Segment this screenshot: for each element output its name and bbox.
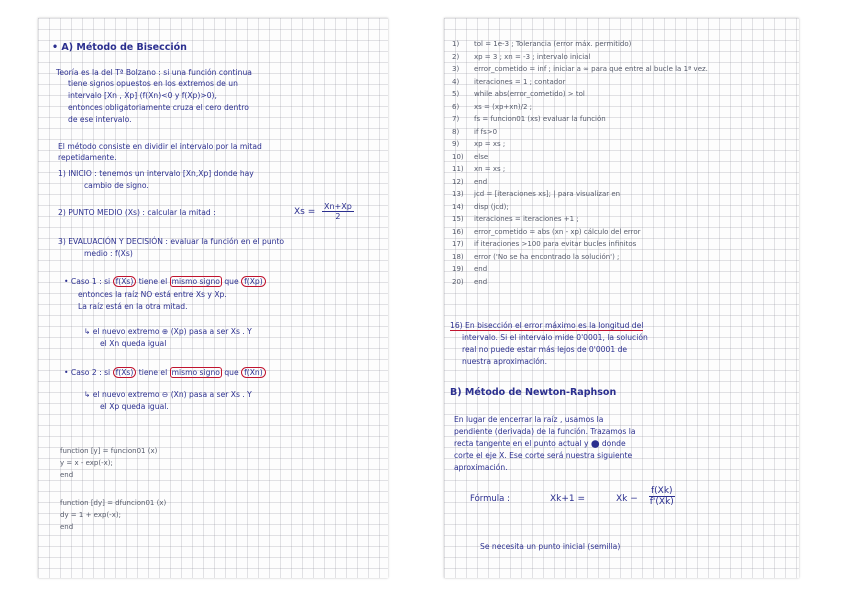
- formula-lhs: Xk+1 =: [550, 494, 586, 504]
- code-line-text: jcd = [iteraciones xs]; | para visualizar en: [474, 190, 621, 198]
- code-line: function [dy] = dfuncion01 (x): [60, 499, 167, 507]
- code-line-number: 15): [452, 215, 464, 223]
- code-line: y = x - exp(-x);: [60, 459, 113, 467]
- step3-line: 3) EVALUACIÓN Y DECISIÓN : evaluar la función en el punto: [58, 237, 285, 246]
- case2-fxs: f(Xs): [113, 367, 137, 378]
- case1-arrow-line: el Xn queda igual: [100, 339, 167, 348]
- code-line-text: xn = xs ;: [474, 165, 506, 173]
- case1-line2: entonces la raíz NO está entre Xs y Xp.: [78, 290, 227, 299]
- newton-fraction: [649, 486, 675, 507]
- code-line-text: if fs>0: [474, 127, 498, 136]
- code-line-text: xp = xs ;: [474, 140, 506, 148]
- code-line-number: 5): [452, 90, 460, 98]
- fraction-denominator: f'(Xk): [649, 497, 674, 507]
- case1-line: [64, 277, 266, 286]
- intro-line: entonces obligatoriamente cruza el cero dentro: [68, 103, 249, 112]
- case1-mid: tiene el: [138, 277, 168, 286]
- method-line: El método consiste en dividir el intervalo por la mitad: [58, 142, 262, 151]
- case2-arrow-line: ↳ el nuevo extremo ⊖ (Xn) pasa a ser Xs . Y: [84, 390, 252, 399]
- case2-label: • Caso 2 : si: [64, 368, 111, 377]
- newton-line: En lugar de encerrar la raíz , usamos la: [454, 415, 604, 424]
- code-line: end: [60, 471, 74, 479]
- code-line: dy = 1 + exp(-x);: [60, 511, 121, 519]
- code-line-text: error_cometido = abs (xn - xp) cálculo del error: [474, 227, 641, 236]
- case1-same-sign: mismo signo: [171, 277, 220, 286]
- intro-line: de ese intervalo.: [68, 115, 132, 124]
- step2-lhs: Xs =: [294, 207, 316, 217]
- code-line-text: end: [474, 277, 488, 286]
- case2-line: [64, 368, 266, 377]
- fraction-numerator: Xn+Xp: [324, 202, 352, 211]
- midpoint-fraction: [322, 202, 354, 221]
- code-line-number: 19): [452, 265, 464, 273]
- note-line: real no puede estar más lejos de 0'0001 de: [462, 345, 628, 354]
- case1-fxp: f(Xp): [241, 276, 266, 287]
- code-line: function [y] = funcion01 (x): [60, 447, 158, 455]
- formula-label: Fórmula :: [470, 494, 510, 504]
- code-line-number: 13): [452, 190, 464, 198]
- intro-line: intervalo [Xn , Xp] (f(Xn)<0 y f(Xp)>0),: [68, 91, 217, 100]
- formula-xk: Xk −: [616, 494, 638, 504]
- notebook-page-left: [38, 18, 388, 578]
- fraction-numerator: f(Xk): [651, 486, 673, 496]
- step2-label: 2) PUNTO MEDIO (Xs) : calcular la mitad :: [58, 208, 216, 217]
- code-line-text: else: [474, 152, 489, 161]
- case1-line3: La raíz está en la otra mitad.: [78, 302, 188, 311]
- code-line-number: 8): [452, 127, 460, 136]
- newton-heading: B) Método de Newton-Raphson: [450, 387, 617, 398]
- code-line-number: 11): [452, 165, 464, 173]
- fraction-denominator: 2: [335, 212, 341, 221]
- intro-line: tiene signos opuestos en los extremos de un: [68, 79, 238, 88]
- code-line-number: 17): [452, 240, 464, 248]
- notebook-page-right: [444, 18, 799, 578]
- case2-same-sign: mismo signo: [171, 368, 220, 377]
- intro-line: Teoría es la del Tª Bolzano : si una función continua: [56, 68, 252, 77]
- step1-line: cambio de signo.: [84, 181, 149, 190]
- code-line-text: while abs(error_cometido) > tol: [474, 90, 585, 98]
- note-line: nuestra aproximación.: [462, 357, 548, 366]
- method-line: repetidamente.: [58, 153, 117, 162]
- newton-line: corte el eje X. Ese corte será nuestra siguiente: [454, 451, 633, 460]
- case2-que: que: [224, 368, 239, 377]
- case2-fxn: f(Xn): [241, 367, 266, 378]
- code-line-number: 9): [452, 140, 460, 148]
- code-line-number: 16): [452, 227, 464, 236]
- case1-que: que: [224, 277, 239, 286]
- code-line: end: [60, 523, 74, 531]
- step1-line: 1) INICIO : tenemos un intervalo [Xn,Xp] donde hay: [58, 169, 254, 178]
- code-line-text: end: [474, 265, 488, 273]
- code-line-number: 4): [452, 77, 460, 86]
- newton-line: recta tangente en el punto actual y ⬤ donde: [454, 439, 626, 448]
- code-line-text: end: [474, 177, 488, 186]
- code-line-number: 20): [452, 277, 464, 286]
- note-line: [450, 321, 643, 330]
- code-line-number: 18): [452, 252, 464, 261]
- step3-line: medio : f(Xs): [84, 249, 133, 258]
- code-line-number: 6): [452, 102, 460, 111]
- case2-mid: tiene el: [138, 368, 168, 377]
- code-line-number: 14): [452, 202, 464, 211]
- code-line-text: fs = funcion01 (xs) evaluar la función: [474, 115, 606, 123]
- code-line-text: xs = (xp+xn)/2 ;: [474, 102, 532, 111]
- code-line-text: xp = 3 ; xn = -3 ; intervalo inicial: [474, 52, 591, 61]
- code-line-text: error ('No se ha encontrado la solución') ;: [474, 252, 620, 261]
- newton-line: pendiente (derivada) de la función. Trazamos la: [454, 427, 636, 436]
- case2-arrow-line: el Xp queda igual.: [100, 402, 169, 411]
- note-text: 16) En bisección el error máximo es la longitud del: [450, 321, 644, 330]
- seed-note: Se necesita un punto inicial (semilla): [480, 542, 621, 551]
- case1-fxs: f(Xs): [113, 276, 137, 287]
- code-line-text: iteraciones = 1 ; contador: [474, 77, 566, 86]
- case1-label: • Caso 1 : si: [64, 277, 111, 286]
- code-line-text: if iteraciones >100 para evitar bucles infinitos: [474, 240, 637, 248]
- case1-arrow-line: ↳ el nuevo extremo ⊕ (Xp) pasa a ser Xs . Y: [84, 327, 252, 336]
- code-line-number: 2): [452, 52, 460, 61]
- code-line-text: error_cometido = inf ; iniciar a ∞ para que entre al bucle la 1ª vez.: [474, 65, 708, 73]
- code-line-number: 7): [452, 115, 460, 123]
- code-line-text: disp (jcd);: [474, 202, 509, 211]
- code-line-text: iteraciones = iteraciones +1 ;: [474, 215, 579, 223]
- bisection-heading: • A) Método de Bisección: [52, 42, 187, 53]
- code-line-number: 10): [452, 152, 464, 161]
- note-line: intervalo. Si el intervalo mide 0'0001, la solución: [462, 333, 648, 342]
- code-line-number: 3): [452, 65, 460, 73]
- newton-line: aproximación.: [454, 463, 508, 472]
- code-line-text: tol = 1e-3 ; Tolerancia (error máx. permitido): [474, 40, 632, 48]
- code-line-number: 12): [452, 177, 464, 186]
- code-line-number: 1): [452, 40, 460, 48]
